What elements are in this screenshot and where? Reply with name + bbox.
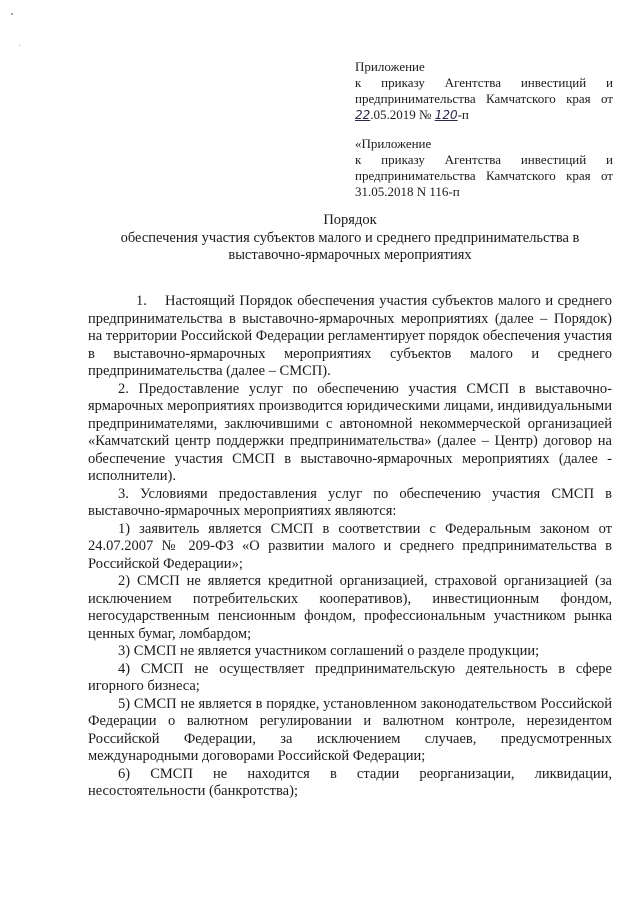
condition-2: 2) СМСП не является кредитной организацией, страховой организацией (за исключением потребительских кооперативов), инвестиционным фондом, негосударственным пенсионным фондом, профессиональным участником рынка ценных бумаг, ломбардом; — [88, 573, 612, 642]
scan-speck — [11, 13, 13, 15]
paragraph-2: 2. Предоставление услуг по обеспечению участия СМСП в выставочно-ярмарочных мероприятиях производится юридическими лицами, индивидуальными предпринимателями, заключившими с автономной некоммерческой организацией «Камчатский центр поддержки предпринимательства» (далее – Центр) договор на обеспечение участия СМСП в выставочно-ярмарочных мероприятиях (далее - исполнители). — [88, 380, 612, 484]
paragraph-3: 3. Условиями предоставления услуг по обеспечению участия СМСП в выставочно-ярмарочных мероприятиях являются: — [88, 485, 612, 519]
appendix-prev-label: «Приложение — [355, 136, 432, 151]
title-line-2: обеспечения участия субъектов малого и среднего предпринимательства в — [120, 229, 580, 246]
appendix-prev-agency: предпринимательства Камчатского края от — [355, 168, 613, 183]
scan-speck — [19, 45, 20, 46]
document-body — [88, 293, 612, 801]
appendix-previous — [355, 136, 613, 200]
appendix-current — [355, 59, 613, 123]
condition-5: 5) СМСП не является в порядке, установленном законодательством Российской Федерации о валютном регулировании и валютном контроле, нерезидентом Российской Федерации, за исключением случаев, предусмотренных международными договорами Российской Федерации; — [88, 695, 612, 764]
appendix-number-suffix: -п — [457, 107, 469, 122]
appendix-prev-order-ref: к приказу Агентства инвестиций и — [355, 152, 613, 167]
paragraph-1: 1. Настоящий Порядок обеспечения участия субъектов малого и среднего предпринимательства в выставочно-ярмарочных мероприятиях (далее – Порядок) на территории Российской Федерации регламентирует порядок обеспечения участия в выставочно-ярмарочных мероприятиях субъектов малого и среднего предпринимательства (далее – СМСП). — [88, 293, 612, 379]
handwritten-number: 120 — [434, 108, 458, 122]
appendix-order-ref: к приказу Агентства инвестиций и — [355, 75, 613, 90]
condition-4: 4) СМСП не осуществляет предпринимательскую деятельность в сфере игорного бизнеса; — [88, 660, 612, 694]
title-line-3: выставочно-ярмарочных мероприятиях — [228, 247, 472, 263]
appendix-label: Приложение — [355, 59, 425, 74]
appendix-date: .05.2019 № — [370, 107, 432, 122]
appendix-date-line — [355, 107, 613, 123]
appendix-prev-date: 31.05.2018 N 116-п — [355, 184, 460, 199]
condition-3: 3) СМСП не является участником соглашений о разделе продукции; — [118, 643, 540, 659]
document-title — [88, 212, 612, 265]
title-line-1: Порядок — [323, 212, 377, 228]
condition-1: 1) заявитель является СМСП в соответствии с Федеральным законом от 24.07.2007 № 209-ФЗ «О развитии малого и среднего предпринимательства в Российской Федерации»; — [88, 520, 612, 572]
appendix-agency: предпринимательства Камчатского края от — [355, 91, 613, 106]
condition-6: 6) СМСП не находится в стадии реорганизации, ликвидации, несостоятельности (банкротства); — [88, 765, 612, 799]
handwritten-day: 22 — [355, 108, 371, 122]
